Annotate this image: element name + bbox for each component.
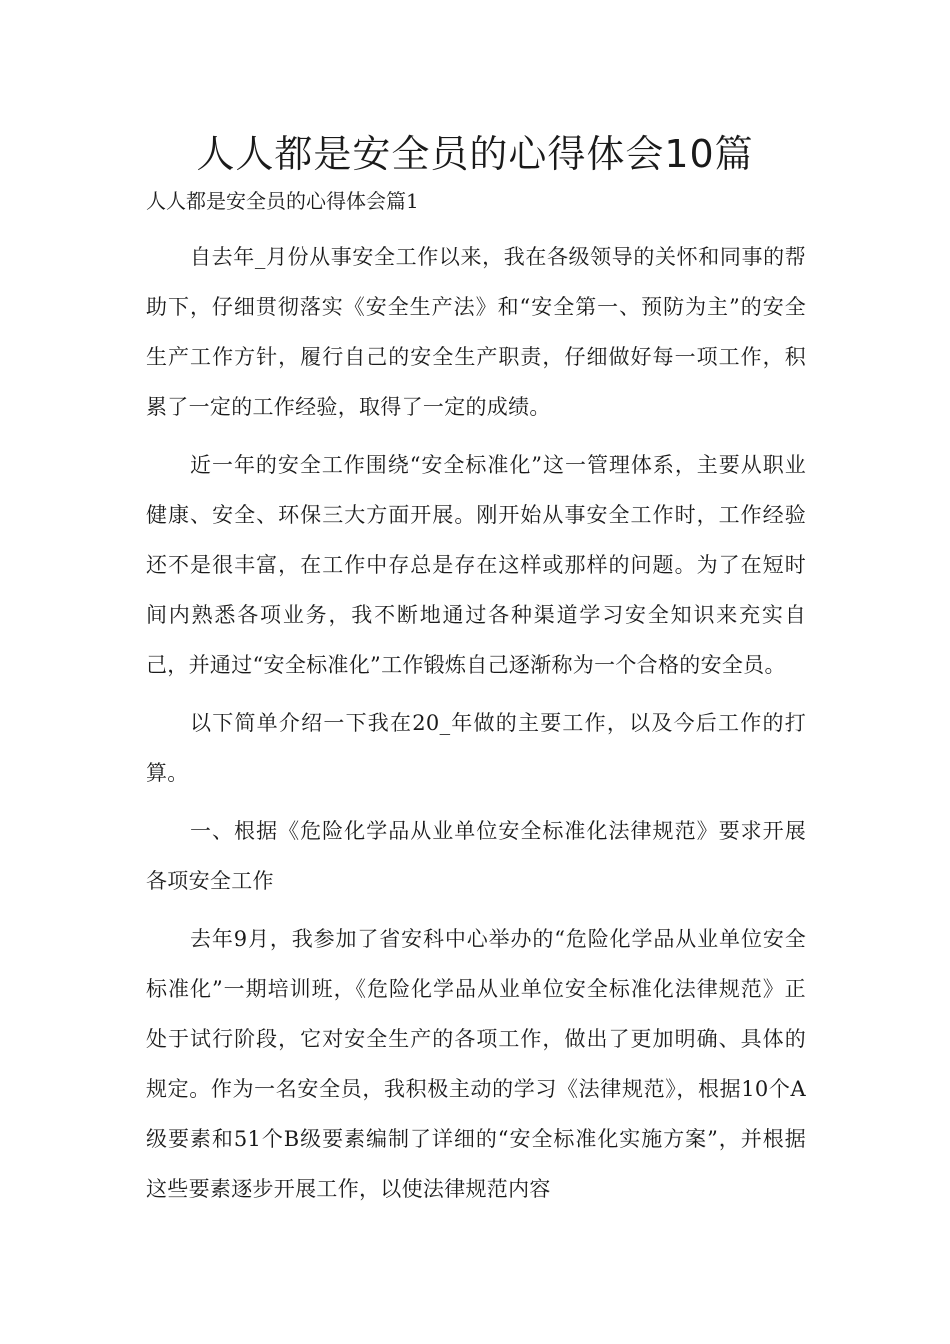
paragraph-4: 一、根据《危险化学品从业单位安全标准化法律规范》要求开展各项安全工作	[146, 819, 806, 893]
paragraph-1: 自去年_月份从事安全工作以来，我在各级领导的关怀和同事的帮助下，仔细贯彻落实《安全生产法》和“安全第一、预防为主”的安全生产工作方针，履行自己的安全生产职责，仔细做好每一项工作，积累了一定的工作经验，取得了一定的成绩。	[146, 245, 806, 419]
document-title: 人人都是安全员的心得体会10篇	[196, 132, 754, 176]
document-body	[146, 232, 806, 1222]
section-title: 人人都是安全员的心得体会篇1	[146, 189, 419, 213]
paragraph-3: 以下简单介绍一下我在20_年做的主要工作，以及今后工作的打算。	[146, 711, 806, 785]
paragraph-2: 近一年的安全工作围绕“安全标准化”这一管理体系，主要从职业健康、安全、环保三大方面开展。刚开始从事安全工作时，工作经验还不是很丰富，在工作中存总是存在这样或那样的问题。为了在短时间内熟悉各项业务，我不断地通过各种渠道学习安全知识来充实自己，并通过“安全标准化”工作锻炼自己逐渐称为一个合格的安全员。	[146, 453, 806, 677]
paragraph-5: 去年9月，我参加了省安科中心举办的“危险化学品从业单位安全标准化”一期培训班，《危险化学品从业单位安全标准化法律规范》正处于试行阶段，它对安全生产的各项工作，做出了更加明确、具体的规定。作为一名安全员，我积极主动的学习《法律规范》，根据10个A级要素和51个B级要素编制了详细的“安全标准化实施方案”，并根据这些要素逐步开展工作，以使法律规范内容	[146, 927, 806, 1201]
